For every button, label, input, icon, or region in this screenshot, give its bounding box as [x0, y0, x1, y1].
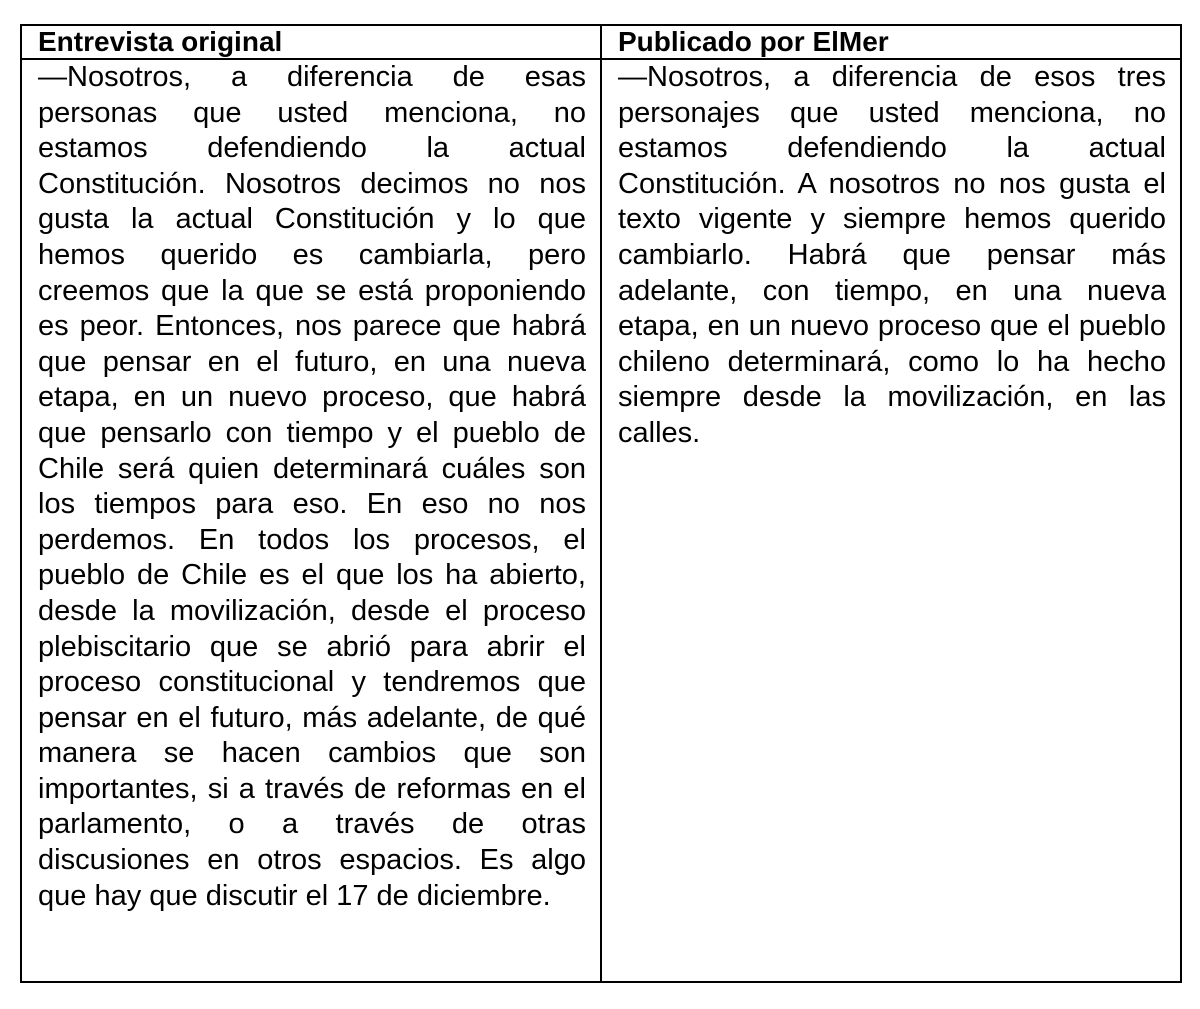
cell-published-by-elmer	[601, 59, 1181, 982]
content-row	[21, 59, 1181, 982]
original-interview-text: —Nosotros, a diferencia de esas personas que usted menciona, no estamos defendiendo la actual Constitución. Nosotros decimos no nos gusta la actual Constitución y lo que hemos querido es cambiarla, pero creemos que la que se está proponiendo es peor. Entonces, nos parece que habrá que pensar en el futuro, en una nueva etapa, en un nuevo proceso, que habrá que pensarlo con tiempo y el pueblo de Chile será quien determinará cuáles son los tiempos para eso. En eso no nos perdemos. En todos los procesos, el pueblo de Chile es el que los ha abierto, desde la movilización, desde el proceso plebiscitario que se abrió para abrir el proceso constitucional y tendremos que pensar en el futuro, más adelante, de qué manera se hacen cambios que son importantes, si a través de reformas en el parlamento, o a través de otras discusiones en otros espacios. Es algo que hay que discutir el 17 de diciembre.	[38, 61, 586, 912]
header-original-interview: Entrevista original	[21, 25, 601, 59]
comparison-table	[20, 24, 1182, 983]
cell-original-interview	[21, 59, 601, 982]
header-row	[21, 25, 1181, 59]
published-text: —Nosotros, a diferencia de esos tres personajes que usted menciona, no estamos defendiendo la actual Constitución. A nosotros no nos gusta el texto vigente y siempre hemos querido cambiarlo. Habrá que pensar más adelante, con tiempo, en una nueva etapa, en un nuevo proceso que el pueblo chileno determinará, como lo ha hecho siempre desde la movilización, en las calles.	[618, 61, 1166, 449]
header-published-by-elmer: Publicado por ElMer	[601, 25, 1181, 59]
